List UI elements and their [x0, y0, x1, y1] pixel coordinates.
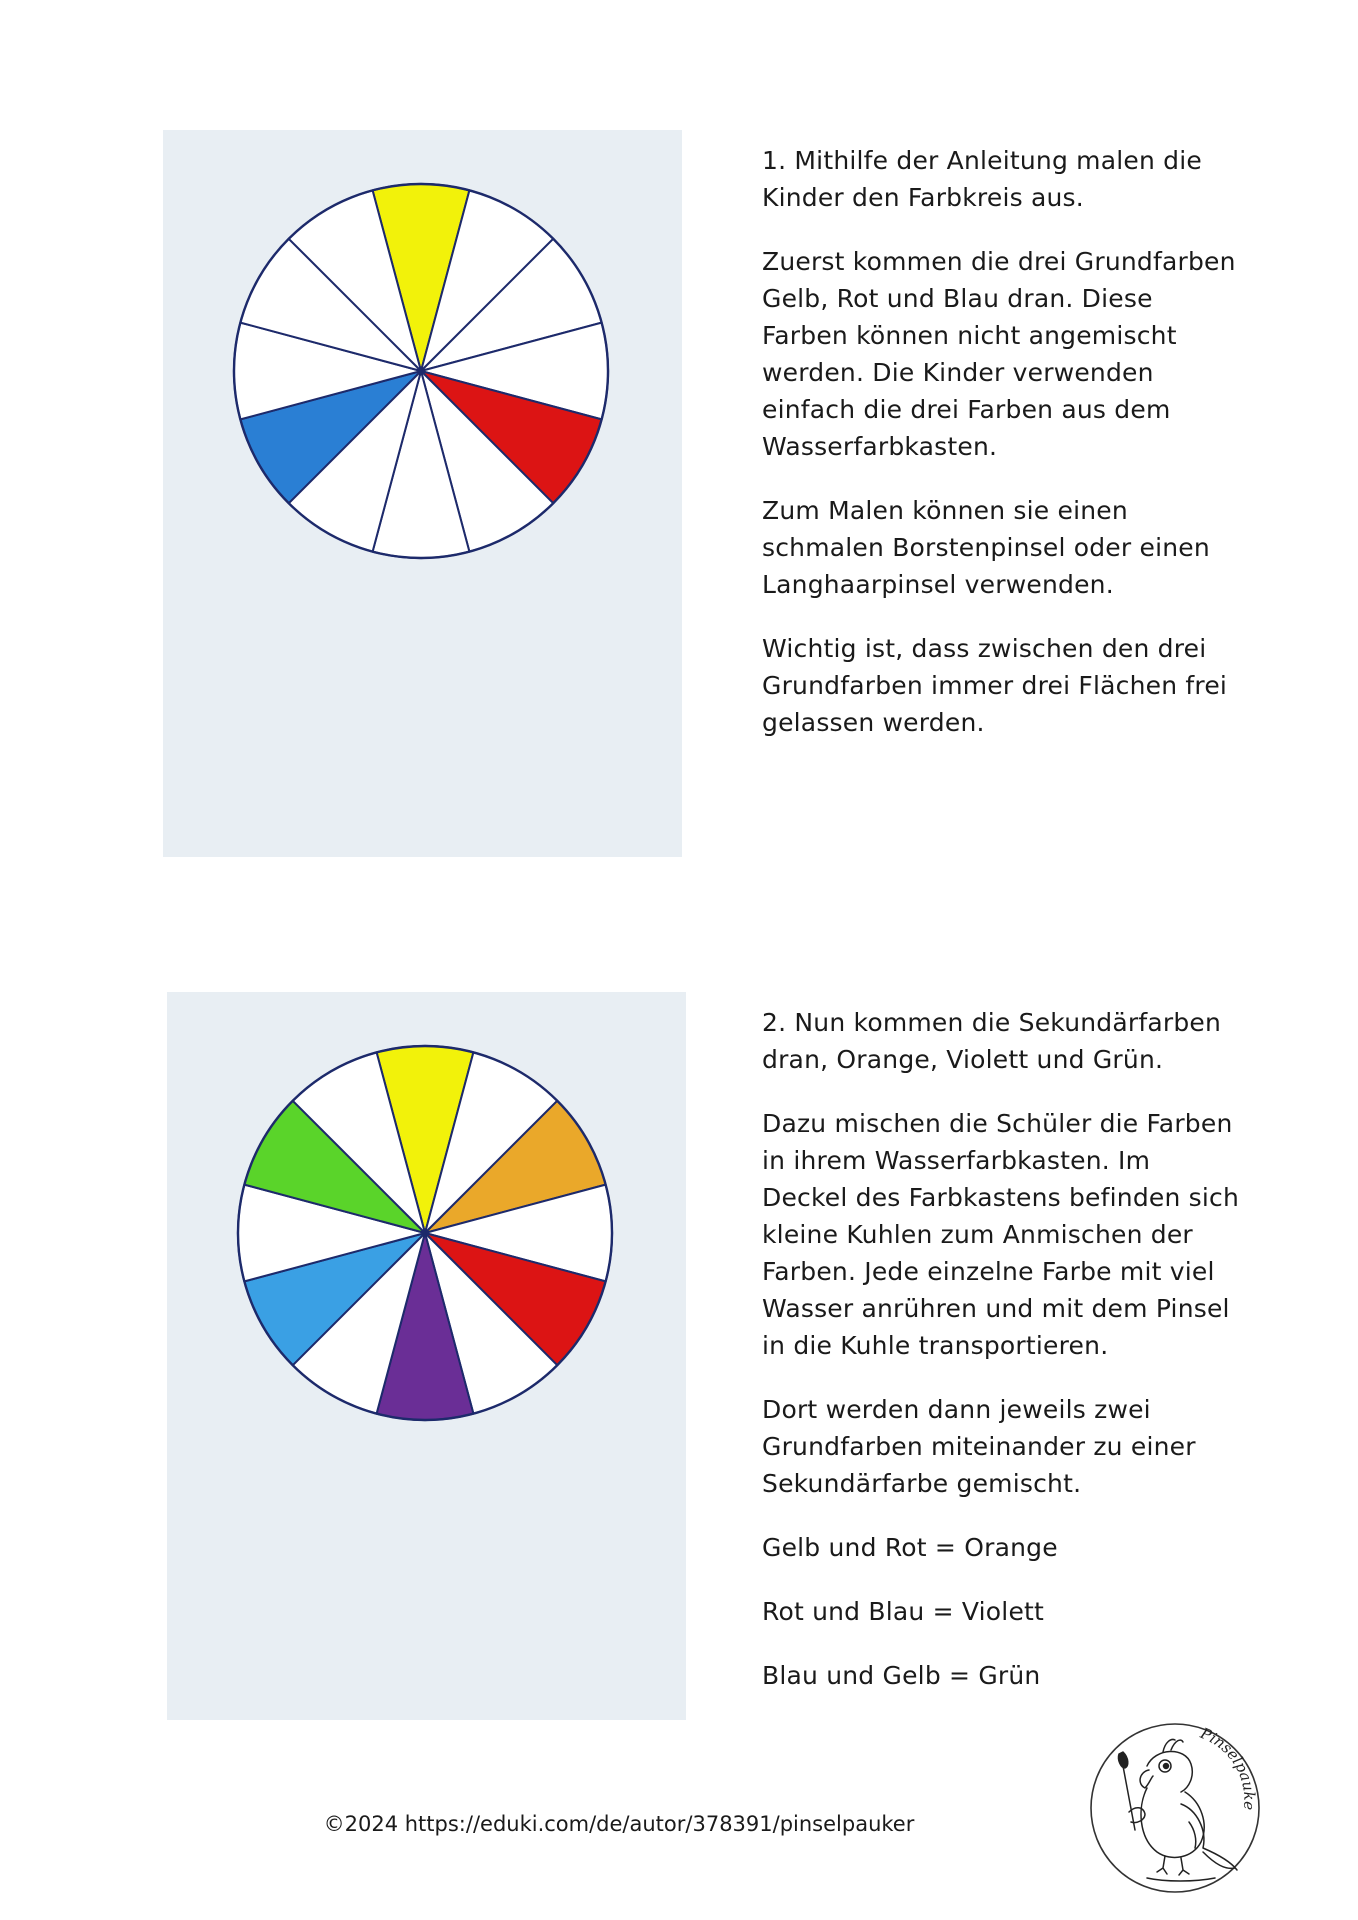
- mixing-rule: Rot und Blau = Violett: [762, 1597, 1045, 1626]
- color-wheel-secondary: [167, 992, 686, 1720]
- color-wheel-primary: [163, 130, 682, 857]
- instructions-step-1: [762, 142, 1322, 768]
- mixing-rule: Gelb und Rot = Orange: [762, 1533, 1058, 1562]
- step-2-paragraph: Dazu mischen die Schüler die Farben in ihrem Wasserfarbkasten. Im Deckel des Farbkastens befinden sich kleine Kuhlen zum Anmischen der Farben. Jede einzelne Farbe mit viel Wasser anrühren und mit dem Pinsel in die Kuhle transportieren.: [762, 1109, 1240, 1360]
- color-wheel-photo-primary: [163, 130, 682, 857]
- mixing-rule: Blau und Gelb = Grün: [762, 1661, 1041, 1690]
- step-2-paragraph: Dort werden dann jeweils zwei Grundfarben miteinander zu einer Sekundärfarbe gemischt.: [762, 1395, 1196, 1498]
- instructions-step-2: [762, 1004, 1322, 1721]
- pinselpauker-logo: [1085, 1718, 1265, 1898]
- logo-text: Pinselpauke: [1197, 1724, 1259, 1811]
- copyright-footer: ©2024 https://eduki.com/de/autor/378391/pinselpauker: [323, 1812, 915, 1836]
- step-1-paragraph: Zuerst kommen die drei Grundfarben Gelb, Rot und Blau dran. Diese Farben können nicht angemischt werden. Die Kinder verwenden einfach die drei Farben aus dem Wasserfarbkasten.: [762, 247, 1236, 461]
- step-2-paragraph: 2. Nun kommen die Sekundärfarben dran, Orange, Violett und Grün.: [762, 1008, 1222, 1074]
- step-1-paragraph: Zum Malen können sie einen schmalen Borstenpinsel oder einen Langhaarpinsel verwenden.: [762, 496, 1210, 599]
- color-wheel-photo-secondary: [167, 992, 686, 1720]
- step-1-paragraph: Wichtig ist, dass zwischen den drei Grundfarben immer drei Flächen frei gelassen werden.: [762, 634, 1228, 737]
- step-1-paragraph: 1. Mithilfe der Anleitung malen die Kinder den Farbkreis aus.: [762, 146, 1202, 212]
